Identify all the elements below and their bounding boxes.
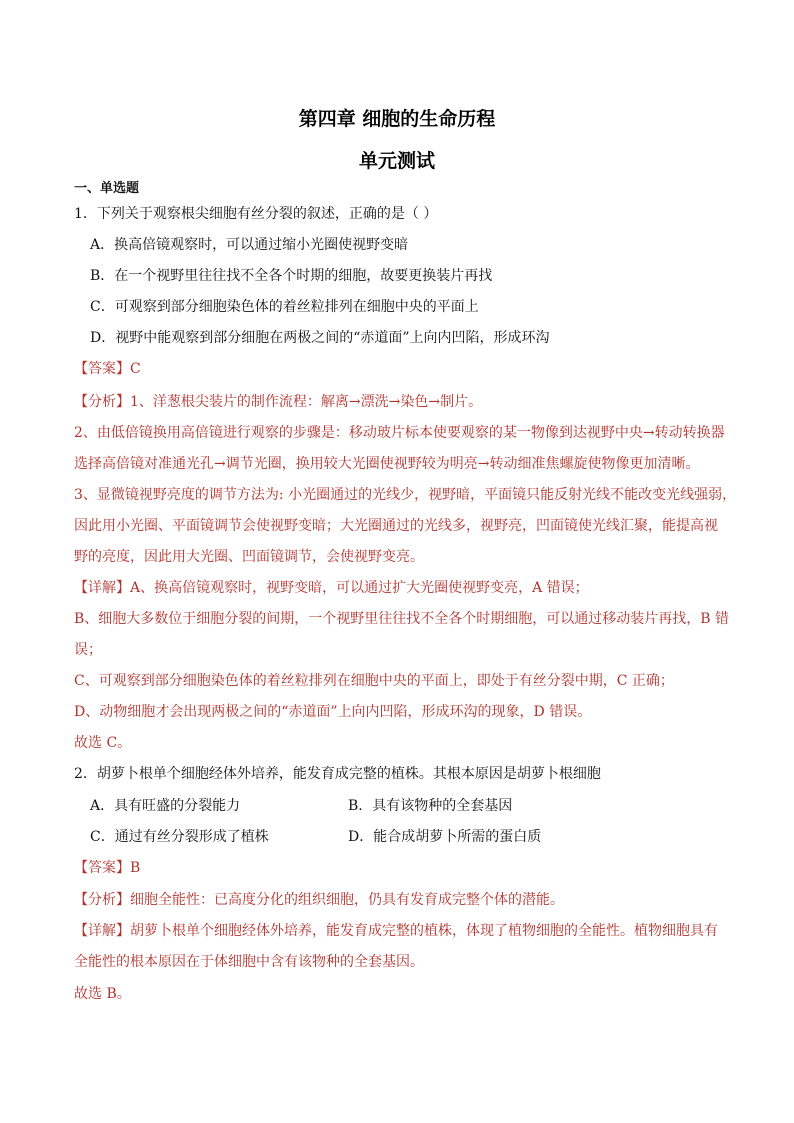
q2-option-row (90, 796, 750, 816)
q1-analysis-line: 2、由低倍镜换用高倍镜进行观察的步骤是：移动玻片标本使要观察的某一物像到达视野中央→转动转换器 (74, 425, 725, 441)
detail-tag: 【详解】 (74, 580, 130, 596)
q2-option-c: C．通过有丝分裂形成了植株 (90, 829, 269, 845)
q2-stem: 2．胡萝卜根单个细胞经体外培养，能发育成完整的植株。其根本原因是胡萝卜根细胞 (74, 766, 601, 782)
q2-answer (74, 858, 734, 878)
q1-conclusion: 故选 C。 (74, 735, 132, 751)
detail-tag: 【详解】 (74, 923, 130, 939)
q2-option-a: A．具有旺盛的分裂能力 (90, 798, 241, 814)
q1-detail-line: B、细胞大多数位于细胞分裂的间期，一个视野里往往找不全各个时期细胞，可以通过移动装片再找，B 错 (74, 611, 730, 627)
analysis-tag: 【分析】 (74, 394, 130, 410)
analysis-text: 1、洋葱根尖装片的制作流程：解离→漂洗→染色→制片。 (130, 394, 483, 410)
answer-value: B (130, 860, 141, 876)
q1-option-c: C．可观察到部分细胞染色体的着丝粒排列在细胞中央的平面上 (90, 299, 479, 315)
q1-analysis-line: 野的亮度，因此用大光圈、凹面镜调节，会使视野变亮。 (74, 549, 424, 565)
q1-analysis-line (74, 392, 734, 412)
q2-option-row (90, 827, 750, 847)
q2-option-d: D．能合成胡萝卜所需的蛋白质 (348, 829, 542, 845)
q1-analysis-line: 3、显微镜视野亮度的调节方法为: 小光圈通过的光线少，视野暗，平面镜只能反射光线不能改变光线强弱， (74, 487, 737, 503)
q1-option-b: B．在一个视野里往往找不全各个时期的细胞，故要更换装片再找 (90, 268, 493, 284)
answer-tag: 【答案】 (74, 860, 130, 876)
q1-option-a: A．换高倍镜观察时，可以通过缩小光圈使视野变暗 (90, 237, 409, 253)
chapter-title: 第四章 细胞的生命历程 (298, 108, 496, 130)
answer-value: C (130, 361, 141, 377)
q1-analysis-line: 选择高倍镜对准通光孔→调节光圈，换用较大光圈使视野较为明亮→转动细准焦螺旋使物像更加清晰。 (74, 456, 700, 472)
detail-text: 胡萝卜根单个细胞经体外培养，能发育成完整的植株，体现了植物细胞的全能性。植物细胞具有 (130, 923, 718, 939)
q2-detail-line (74, 921, 734, 941)
q1-option-d: D．视野中能观察到部分细胞在两极之间的“赤道面”上向内凹陷，形成环沟 (90, 330, 550, 346)
q1-stem: 1．下列关于观察根尖细胞有丝分裂的叙述，正确的是（ ） (74, 206, 438, 222)
detail-text: A、换高倍镜观察时，视野变暗，可以通过扩大光圈使视野变亮，A 错误； (130, 580, 589, 596)
subtitle: 单元测试 (358, 150, 435, 172)
section-label: 一、单选题 (74, 181, 140, 196)
q1-detail-line: 误； (74, 642, 102, 658)
analysis-tag: 【分析】 (74, 892, 130, 908)
q1-analysis-line: 因此用小光圈、平面镜调节会使视野变暗；大光圈通过的光线多，视野亮，凹面镜使光线汇聚，能提高视 (74, 518, 718, 534)
q1-answer (74, 359, 734, 379)
answer-tag: 【答案】 (74, 361, 130, 377)
analysis-text: 细胞全能性：已高度分化的组织细胞，仍具有发育成完整个体的潜能。 (130, 892, 564, 908)
q1-detail-line: C、可观察到部分细胞染色体的着丝粒排列在细胞中央的平面上，即处于有丝分裂中期，C 正确； (74, 673, 674, 689)
q2-option-b: B．具有该物种的全套基因 (348, 798, 513, 814)
q1-detail-line: D、动物细胞才会出现两极之间的“赤道面”上向内凹陷，形成环沟的现象，D 错误。 (74, 704, 592, 720)
q2-detail-line: 全能性的根本原因在于体细胞中含有该物种的全套基因。 (74, 954, 424, 970)
q2-analysis-line (74, 890, 734, 910)
q2-conclusion: 故选 B。 (74, 986, 131, 1002)
q1-detail-line (74, 578, 734, 598)
